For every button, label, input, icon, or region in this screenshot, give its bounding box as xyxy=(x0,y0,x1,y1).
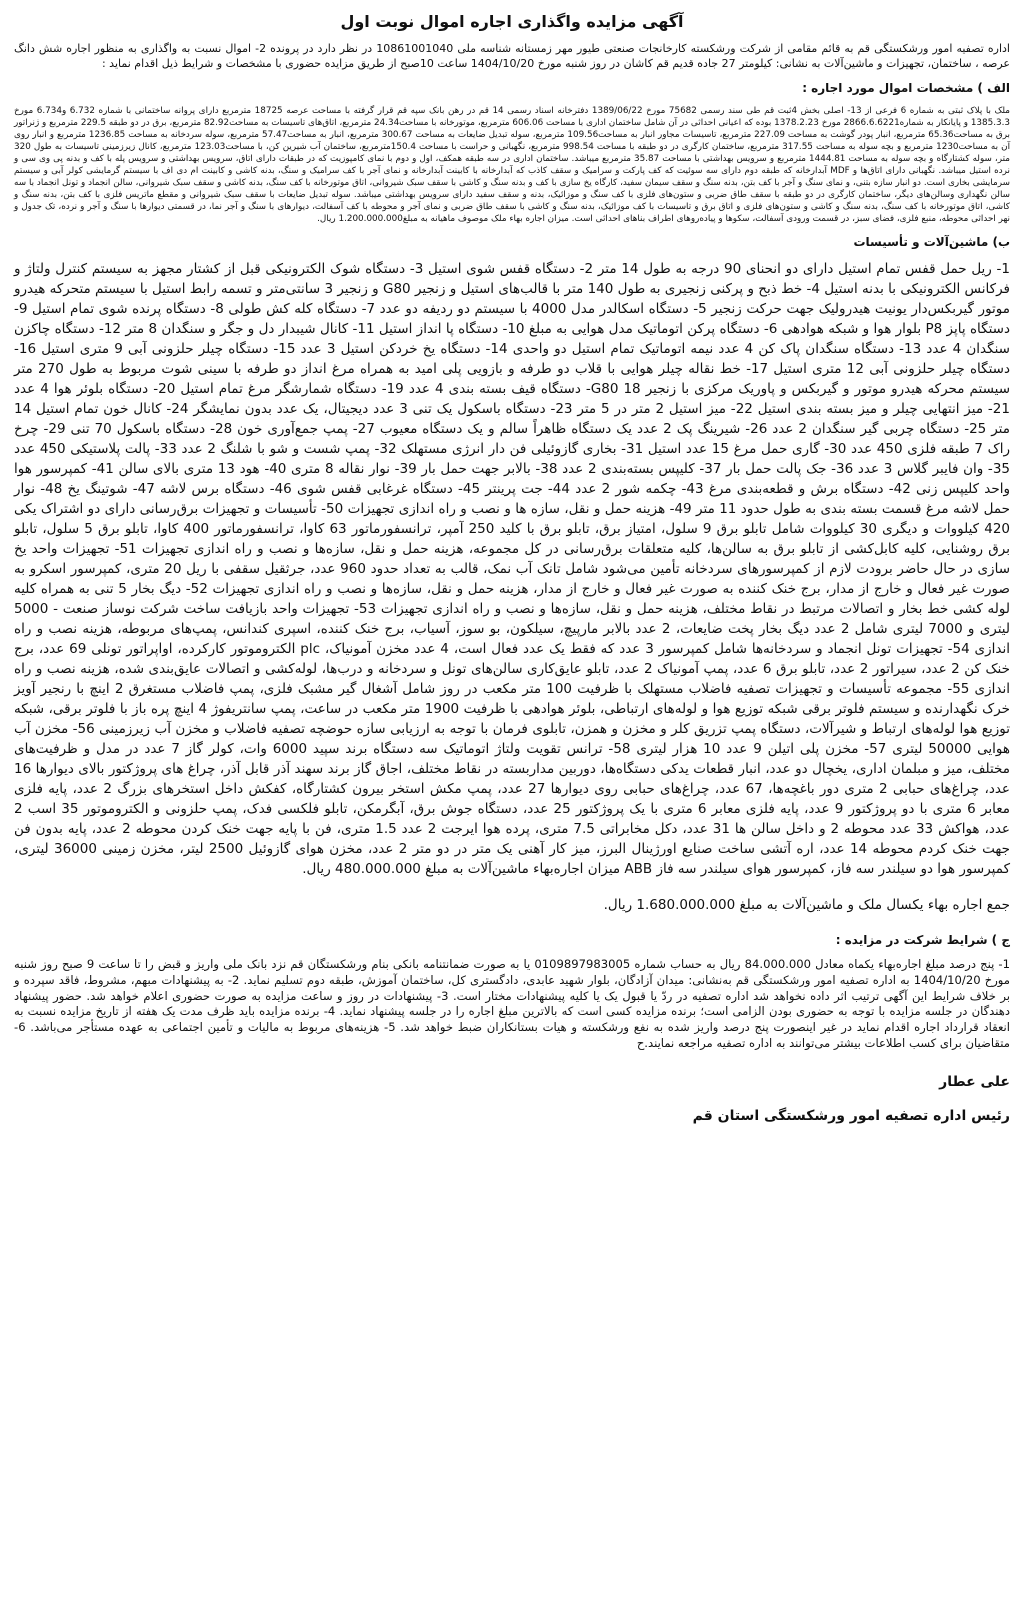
property-description: ملک با پلاک ثبتی به شماره 6 فرعی از 13- اصلی بخش 4ثبت قم طی سند رسمی 75682 مورخ 1389/06/22 دفترخانه اسناد رسمی 14 قم در رهن بانک سپه قم قرار گرفته با مساحت عرصه 18725 مترمربع دارای پروانه ساختمانی با شماره 6.732 و6.734 مورخ 1385.3.3 و پایانکار به شماره2866.6.6221 مورخ 1378.2.23 بوده که اعیانی احداثی در آن شامل ساختمان اداری با مساحت 606.06 مترمربع، موتورخانه با مساحت24.34 مترمربع، اتاق‌های تاسیسات به مساحت82.92 مترمربع، برق در دو طبقه 229.5 مترمربع و ژنراتور برق به مساحت65.36 مترمربع، انبار پودر گوشت به مساحت 227.09 مترمربع، تاسیسات مجاور انبار به مساحت109.56 مترمربع، سوله تبدیل ضایعات به مساحت 300.67 مترمربع، انبار به مساحت57.47 مترمربع، سوله سردخانه به مساحت 1236.85 مترمربع و انبار روی آن به مساحت1230 مترمربع و بچه سوله به مساحت 317.55 مترمربع، ساختمان کارگری در دو طبقه با مساحت 998.54 مترمربع، نگهبانی و حراست با مساحت 150.4مترمربع، ساختمان آب شیرین کن، با مساحت123.03 مترمربع، کانال زیرزمینی تاسیسات به طول 320 متر، سوله کشتارگاه و بچه سوله به مساحت 1444.81 مترمربع و سرویس بهداشتی با مساحت 35.87 مترمربع میباشد. ساختمان اداری در سه طبقه همکف، اول و دوم با نمای کامپوزیت که در طبقات دارای اتاق، سرویس بهداشتی و سرویس پله با کف و بدنه پی وی سی و نرده استیل میباشد. نگهبانی دارای اتاق‌ها و MDF آبدارخانه که طبقه دوم دارای سه سوئیت که کف پارکت و سرامیک و سقف کاذب که آبدارخانه با کابینت آبدارخانه و نمای آجر با کف سرامیک و سنگ، بدنه کاشی و کابینت ام دی اف با سیستم گرمایشی کولر آبی و سیستم سرمایشی بخاری است. دو انبار سازه بتنی، و نمای سنگ و آجر با کف بتن، بدنه سنگ و سقف سیمان سفید، کارگاه یخ سازی با کف و بدنه سنگ و کاشی با سقف سبک شیروانی، اتاق موتورخانه با کف سنگ، بدنه کاشی و سقف سبک شیروانی، سالن انجماد و تونل انجماد با سه سالن نگهداری وسالن‌های دیگر، ساختمان کارگری در دو طبقه با سقف طاق ضربی و ستون‌های فلزی با کف سنگ و موزائیک، بدنه و سقف سفید دارای سرویس بهداشتی میباشد. سوله تبدیل ضایعات با سقف سبک شیروانی و مقطع ماتریس فلزی با کف بتن، بدنه سنگ و کاشی، اتاق موتورخانه با کف سنگ، بدنه سنگ و کاشی و ستون‌های فلزی و اتاق برق و تاسیسات با کف موزائیک، بدنه سنگ و کاشی با سقف طاق ضربی و نمای آجر و محوطه با کف آسفالت، دیوارهای با سنگ و آجر نما، در قسمتی دیوارها با سنگ و آجر و نرده، تک جدول و نهر احداثی محوطه، منبع فلزی، فضای سبز، در قسمت ورودی آسفالت، سکوها و پیاده‌روهای اطراف بناهای احداثی است. میزان اجاره بهاء ملک موصوف ماهیانه به مبلغ1.200.000.000 ریال. xyxy=(14,106,1011,224)
total-rent: جمع اجاره بهاء یکسال ملک و ماشین‌آلات به مبلغ 1.680.000.000 ریال. xyxy=(603,897,1010,913)
signatory-position: رئیس اداره تصفیه امور ورشکستگی استان قم xyxy=(692,1107,1010,1124)
notice-title: آگهی مزایده واگذاری اجاره اموال نوبت اول xyxy=(340,12,684,31)
machinery-list: 1- ریل حمل قفس تمام استیل دارای دو انحنای 90 درجه به طول 14 متر 2- دستگاه قفس شوی استیل 3- دستگاه شوک الکترونیکی قبل از کشتار مجهز به سیستم کنترل ولتاژ و فرکانس الکترونیکی با بدنه استیل 4- خط ذبح و پرکنی زنجیری به طول 140 متر با قالب‌های استیل و زنجیر G80 و زنجیر 3 سانتی‌متر و تسمه رابط استیل با سیستم متحرکه هیدرو موتور گیربکس‌دار یونیت هیدرولیک جهت حرکت زنجیر 5- دستگاه اسکالدر مدل 4000 با سیستم دو ردیفه دو عدد 7- دستگاه کله کش طولی 8- دستگاه پرنده شوی تمام استیل 9- دستگاه پاپز P8 بلوار هوا و شبکه هوادهی 6- دستگاه پرکن اتوماتیک مدل هوایی به مبلغ 10- دستگاه پا انداز استیل 11- کانال شیبدار دل و جگر و سنگدان 8 متر 12- دستگاه چاکزن سنگدان 4 عدد 13- دستگاه سنگدان پاک کن 4 عدد نیمه اتوماتیک تمام استیل دو واحدی 14- دستگاه یخ خردکن استیل 3 عدد 15- دستگاه چیلر حلزونی آبی 9 متری استیل 16- دستگاه چیلر حلزونی آبی 12 متری استیل 17- خط نقاله چیلر هوایی با قلاب دو طرفه و بازویی پلی امید به همراه مرغ انداز دو طرفه با سینی شوت مربوط به طول 270 متر سیستم محرکه هیدرو موتور و گیربکس و پاوریک مرکزی با زنجیر G80 18- دستگاه قیف بسته بندی 4 عدد 19- دستگاه شمارشگر مرغ تمام استیل 20- دستگاه بلوئر هوا 4 عدد 21- میز انتهایی چیلر و میز بسته بندی استیل 22- میز استیل 2 متر در 5 متر 23- دستگاه باسکول یک تنی 3 عدد دیجیتال، یک عدد بدون نمایشگر 24- کانال خون تمام استیل 14 متر 25- دستگاه چربی گیر سنگدان 2 عدد 26- شیرینگ پک 2 عدد یک دستگاه ظاهراً سالم و یک دستگاه معیوب 27- پمپ جمع‌آوری خون 28- دستگاه باسکول 70 تنی 29- چرخ راک 7 طبقه فلزی 450 عدد 30- گاری حمل مرغ 15 عدد استیل 31- بخاری گازوئیلی فن دار انرژی مستهلک 32- پمپ شست و شو با شلنگ 2 عدد 33- پالت پلاستیکی 450 عدد 35- وان فایبر گلاس 3 عدد 36- جک پالت حمل بار 37- کلیپس بسته‌بندی 2 عدد 38- بالابر جهت حمل بار 39- نوار نقاله 8 متری 40- هود 13 متری بالای سالن 41- کمپرسور هوا واحد کلیپس زنی 42- دستگاه برش و قطعه‌بندی مرغ 43- چکمه شور 2 عدد 44- جت پرینتر 45- دستگاه غرغابی قفس شوی 46- دستگاه برس لاشه 47- شوتینگ یخ 48- نوار حمل لاشه مرغ قسمت بسته بندی به طول حدود 11 متر 49- هزینه حمل و نقل، سازه ها و نصب و راه اندازی تجهیزات 50- تأسیسات و تجهیزات برق‌رسانی دارای دو اشتراک یکی 420 کیلووات و دیگری 30 کیلووات شامل تابلو برق 9 سلول، امتیاز برق، تابلو برق با کلید 250 آمپر، ترانسفورماتور 63 کاوا، ترانسفورماتور 400 کاوا، تابلو برق 5 سلول، تابلو برق روشنایی، کلیه کابل‌کشی از تابلو برق به سالن‌ها، کلیه متعلقات برق‌رسانی در کل مجموعه، هزینه حمل و نقل، سازه‌ها و نصب و راه اندازی تجهیزات 51- تجهیزات واحد یخ سازی در حال حاضر برودت لازم از کمپرسورهای سردخانه تأمین می‌شود شامل تانک آب نمک، قالب به تعداد حدود 960 عدد، جرثقیل سقفی با ریل 20 متری، کمپرسور اسکرو به صورت غیر فعال و خارج از مدار، برج خنک کننده به صورت غیر فعال و خارج از مدار، هزینه حمل و نقل، سازه‌ها و نصب و راه اندازی تجهیزات 52- دیگ بخار 5 تنی به همراه کلیه لوله کشی خط بخار و اتصالات مرتبط در نقاط مختلف، هزینه حمل و نقل، سازه‌ها و نصب و راه اندازی تجهیزات 53- تجهیزات واحد بازیافت ساخت شرکت نوساز صنعت - 5000 لیتری و 7000 لیتری شامل 2 عدد دیگ بخار پخت ضایعات، 2 عدد بالابر مارپیچ، سیلکون، بو سوز، آسیاب، برج خنک کننده، اسپری کندانس، پمپ‌های مربوطه، هزینه نصب و راه اندازی 54- تجهیزات تونل انجماد و سردخانه‌ها شامل کمپرسور 3 عدد که فقط یک عدد فعال است، 4 عدد مخزن آمونیاک، plc الکتروموتور کارکرده، اواپراتور تونلی 69 عدد، برج خنک کن 2 عدد، سیراتور 2 عدد، تابلو برق 6 عدد، پمپ آمونیاک 2 عدد، تابلو عایق‌کاری سالن‌های تونل و سردخانه و درب‌ها، لوله‌کشی و اتصالات عایق‌بندی شده، هزینه نصب و راه اندازی 55- مجموعه تأسیسات و تجهیزات تصفیه فاضلاب مستهلک با ظرفیت 100 متر مکعب در روز شامل آشغال گیر مشبک فلزی، پمپ فاضلاب مستغرق 2 اینچ با رنجیر آویز خرک نگهدارنده و سیستم فلوتر برقی شبکه توزیع هوا و لوله‌های ارتباطی، بلوئر هوادهی با ظرفیت 1900 متر مکعب در ساعت، پمپ سانتریفوژ 4 اینچ پره باز با فلوتر برقی، شبکه توزیع هوا لوله‌های ارتباط و شیرآلات، دستگاه پمپ تزریق کلر و مخزن و همزن، تابلوی فرمان با توجه به ارزیابی سازه حوضچه تصفیه فاضلاب و مخزن آب زیرزمینی 56- مخزن آب هوایی 50000 لیتری 57- مخزن پلی اتیلن 9 عدد 10 هزار لیتری 58- ترانس تقویت ولتاژ اتوماتیک سه دستگاه برند سپید 6000 وات، کولر گاز 7 عدد در مدل و ظرفیت‌های مختلف، میز و مبلمان اداری، یخچال دو عدد، انبار قطعات یدکی دستگاه‌ها، دوربین مداربسته در نقاط مختلف، اجاق گاز برند سهند آذر قابل آذر، چراغ های پروژکتور بالای دیوارها 16 عدد، چراغ‌های حبابی 2 متری دور باغچه‌ها، 67 عدد، چراغ‌های حبابی روی دیوارها 27 عدد، پمپ مکش استخر بیرون کشتارگاه، کفکش داخل استخرهای بزرگ 2 عدد، پایه فلزی معابر 6 متری با دو پروژکتور 9 عدد، پایه فلزی معابر 6 متری با یک پروژکتور 25 عدد، دستگاه جوش برق، آبگرمکن، تابلو فلکسی فدک، پمپ حلزونی و الکتروموتور 35 اسب 2 عدد، هواکش 33 عدد محوطه 2 و داخل سالن ها 31 عدد، دکل مخابراتی 7.5 متری، پرده هوا ایرجت 2 عدد 1.5 متری، فن با پایه جهت خنک کردن محوطه 2 عدد، پایه بدون فن جهت خنک کردم محوطه 14 عدد، اره آتشی ساخت صنایع اورژینال البرز، میز کار آهنی یک متر در دو متر 2 عدد، مخزن هوای گازوئیل 2500 لیتر، مخزن زمینی 36000 لیتری، کمپرسور هوا دو سیلندر سه فاز، کمپرسور هوای سیلندر سه فاز ABB میزان اجاره‌بهاء ماشین‌آلات به مبلغ 480.000.000 ریال. xyxy=(14,261,1011,877)
conditions-heading: ج ) شرایط شرکت در مزایده : xyxy=(835,933,1010,947)
signatory-name: علی عطار xyxy=(939,1073,1010,1090)
conditions-text: 1- پنج درصد مبلغ اجاره‌بهاء یکماه معادل 84.000.000 ریال به حساب شماره 0109897983005 یا به صورت ضمانتنامه بانکی بنام ورشکستگان قم نزد بانک ملی واریز و قبض را تا ساعت 9 صبح روز شنبه مورخ 1404/10/20 به اداره تصفیه امور ورشکستگی قم به‌نشانی: میدان آزادگان، بلوار شهید عابدی، دادگستری کل، ساختمان آموزش، طبقه دوم تسلیم نماید. 2- به پیشنهادات مبهم، مشروط، فاقد سپرده و بر خلاف شرایط این آگهی ترتیب اثر داده نخواهد شد اداره تصفیه در ردّ یا قبول یک یا کلیه پیشنهادات مختار است. 3- پیشنهادات در روز و ساعت مزایده به صورت حضوری اعلام خواهد شد. حضور پیشنهاد دهندگان در جلسه مزایده با توجه به حضوری بودن الزامی است؛ برنده مزایده کسی است که بالاترین مبلغ اجاره را در جلسه پیشنهاد نماید. 4- برنده مزایده باید ظرف مدت یک هفته از تاریخ مزایده نسبت به انعقاد قرارداد اجاره اقدام نماید در غیر اینصورت پنج درصد واریز شده به نفع ورشکسته و هیات بستانکاران ضبط خواهد شد. 5- هزینه‌های مربوط به مالیات و تأمین اجتماعی به عهده مستأجر می‌باشد. 6- متقاضیان برای کسب اطلاعات بیشتر می‌توانند به اداره تصفیه مراجعه نمایند.ح xyxy=(14,957,1011,1050)
machinery-heading: ب) ماشین‌آلات و تأسیسات xyxy=(853,235,1010,249)
property-heading: الف ) مشخصات اموال مورد اجاره : xyxy=(802,81,1010,95)
intro-paragraph: اداره تصفیه امور ورشکستگی قم به قائم مقامی از شرکت ورشکسته کارخانجات صنعتی طیور مهر زمستانه شناسه ملی 10861001040 در نظر دارد در پرونده 2- اموال نسبت به واگذاری به منظور اجاره شش دانگ عرصه ، ساختمان، تجهیزات و ماشین‌آلات به نشانی: کیلومتر 27 جاده قدیم قم کاشان در روز شنبه مورخ 1404/10/20 ساعت 10صبح از طریق مزایده حضوری با مشخصات و شرایط ذیل اقدام نماید : xyxy=(14,42,1010,70)
